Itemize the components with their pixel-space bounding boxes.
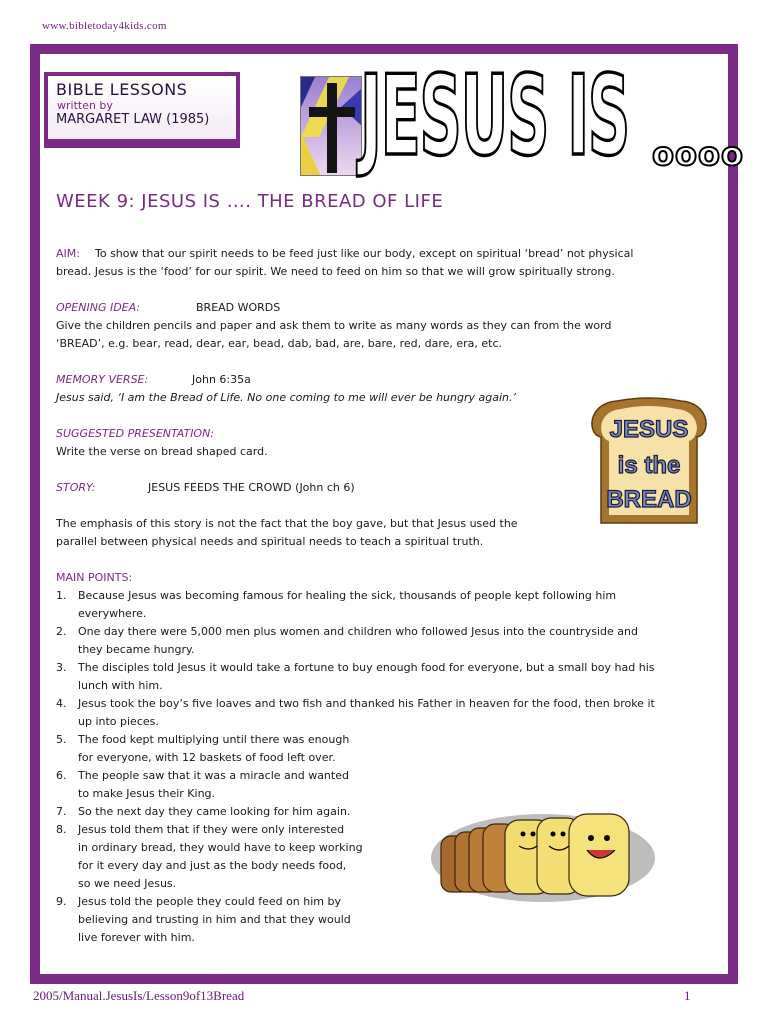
main-title: JESUS IS: [360, 52, 629, 181]
aim-label: AIM:: [56, 247, 80, 260]
point-line: lunch with him.: [78, 679, 163, 692]
aim-line-2: bread. Jesus is the ‘food’ for our spirit. We need to feed on him so that we will grow spiritually strong.: [56, 265, 615, 278]
point-number: 5.: [56, 733, 67, 746]
aim-line-1: To show that our spirit needs to be feed just like our body, except on spiritual ‘bread’ not physical: [95, 247, 634, 260]
title-dots: oooo: [652, 135, 744, 173]
memory-verse-text: Jesus said, ‘I am the Bread of Life. No one coming to me will ever be hungry again.’: [56, 391, 516, 404]
opening-idea-label: OPENING IDEA:: [56, 301, 141, 314]
site-url: www.bibletoday4kids.com: [42, 20, 167, 32]
main-point-item: [56, 587, 692, 623]
cross-icon: [300, 76, 362, 176]
footer-path: 2005/Manual.JesusIs/Lesson9of13Bread: [33, 988, 245, 1003]
aim-section: [56, 245, 692, 281]
memory-verse-label: MEMORY VERSE:: [56, 373, 149, 386]
point-number: 7.: [56, 805, 67, 818]
memory-verse-ref: John 6:35a: [192, 373, 251, 386]
point-line: up into pieces.: [78, 715, 159, 728]
page-number: 1: [684, 988, 691, 1003]
point-line: Because Jesus was becoming famous for healing the sick, thousands of people kept following him: [78, 589, 617, 602]
point-line: So the next day they came looking for him again.: [78, 805, 351, 818]
opening-idea-value: BREAD WORDS: [196, 301, 281, 314]
main-point-item: [56, 731, 381, 767]
presentation-text: Write the verse on bread shaped card.: [56, 445, 268, 458]
main-point-item: [56, 893, 381, 947]
point-line: Jesus told them that if they were only interested: [78, 823, 345, 836]
bread-card-illustration: [587, 397, 711, 529]
point-number: 1.: [56, 589, 67, 602]
point-line: for it every day and just as the body needs food,: [78, 859, 347, 872]
point-number: 9.: [56, 895, 67, 908]
point-number: 8.: [56, 823, 67, 836]
opening-idea-line-1: Give the children pencils and paper and ask them to write as many words as they can from the word: [56, 319, 612, 332]
opening-idea-section: [56, 299, 692, 353]
written-by-label: written by: [57, 99, 113, 112]
point-number: 4.: [56, 697, 67, 710]
story-emphasis: [56, 515, 584, 551]
point-number: 2.: [56, 625, 67, 638]
point-line: to make Jesus their King.: [78, 787, 216, 800]
point-line: One day there were 5,000 men plus women and children who followed Jesus into the countryside and: [78, 625, 638, 638]
story-emphasis-line-2: parallel between physical needs and spiritual needs to teach a spiritual truth.: [56, 535, 484, 548]
lesson-series-title: BIBLE LESSONS: [56, 80, 188, 99]
point-line: they became hungry.: [78, 643, 195, 656]
main-point-item: [56, 695, 692, 731]
point-line: The food kept multiplying until there was enough: [78, 733, 350, 746]
main-point-item: [56, 659, 692, 695]
point-line: believing and trusting in him and that they would: [78, 913, 351, 926]
point-number: 3.: [56, 661, 67, 674]
main-point-item: [56, 821, 381, 893]
week-heading: WEEK 9: JESUS IS …. THE BREAD OF LIFE: [56, 191, 444, 212]
opening-idea-line-2: ‘BREAD’, e.g. bear, read, dear, ear, bead, dab, bad, are, bare, red, dare, era, etc.: [56, 337, 503, 350]
main-point-item: [56, 623, 692, 659]
bread-card-line-3: BREAD: [606, 486, 692, 513]
point-line: so we need Jesus.: [78, 877, 177, 890]
point-line: The disciples told Jesus it would take a fortune to buy enough food for everyone, but a small boy had his: [78, 661, 655, 674]
author-name: MARGARET LAW (1985): [56, 112, 210, 127]
bread-card-line-2: is the: [617, 452, 681, 479]
point-line: live forever with him.: [78, 931, 195, 944]
bread-card-line-1: JESUS: [609, 416, 689, 443]
point-number: 6.: [56, 769, 67, 782]
point-line: for everyone, with 12 baskets of food left over.: [78, 751, 336, 764]
story-emphasis-line-1: The emphasis of this story is not the fact that the boy gave, but that Jesus used the: [56, 517, 518, 530]
point-line: everywhere.: [78, 607, 147, 620]
point-line: in ordinary bread, they would have to keep working: [78, 841, 363, 854]
story-value: JESUS FEEDS THE CROWD (John ch 6): [148, 481, 355, 494]
point-line: The people saw that it was a miracle and wanted: [78, 769, 349, 782]
main-point-item: [56, 767, 381, 803]
point-line: Jesus took the boy’s five loaves and two fish and thanked his Father in heaven for the food, then broke it: [78, 697, 655, 710]
presentation-label: SUGGESTED PRESENTATION:: [56, 427, 215, 440]
point-line: Jesus told the people they could feed on him by: [78, 895, 342, 908]
story-label: STORY:: [56, 481, 96, 494]
main-points-label: MAIN POINTS:: [56, 571, 133, 584]
bread-loaves-illustration: [425, 800, 655, 905]
lesson-info-box: [44, 72, 240, 148]
main-point-item: [56, 803, 381, 821]
